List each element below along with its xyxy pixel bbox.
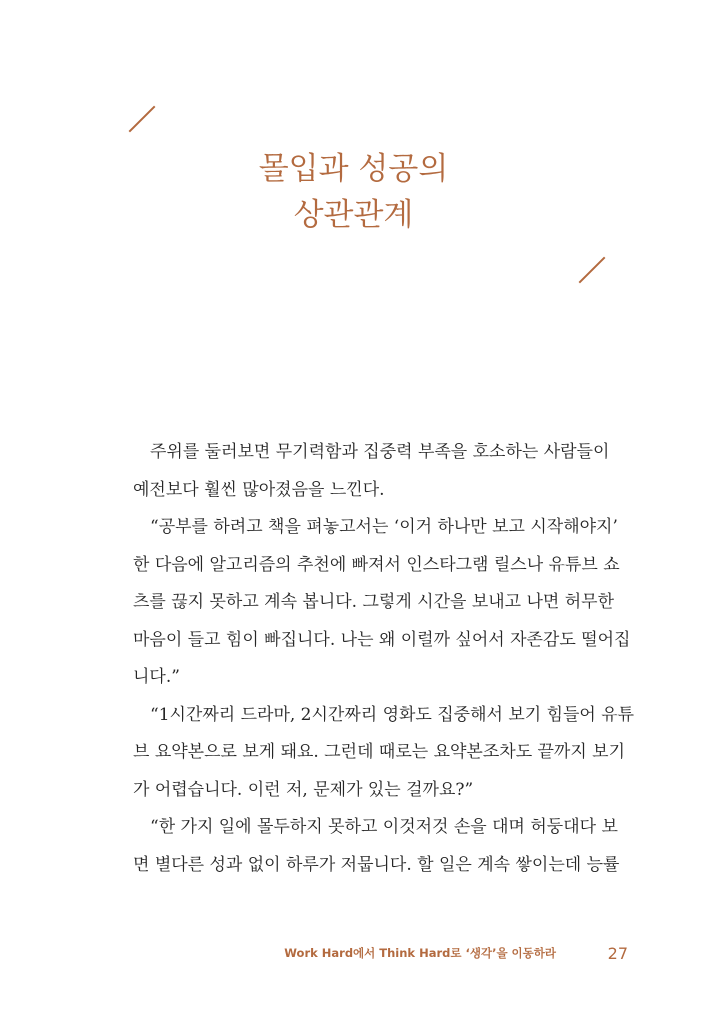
decorative-slash-bottom	[579, 257, 606, 284]
body-line-10: 가 어렵습니다. 이런 저, 문제가 있는 걸까요?”	[133, 779, 474, 800]
body-line-4: 한 다음에 알고리즘의 추천에 빠져서 인스타그램 릴스나 유튜브 쇼	[133, 554, 620, 575]
body-line-1: 주위를 둘러보면 무기력함과 집중력 부족을 호소하는 사람들이	[150, 442, 610, 462]
body-line-9: 브 요약본으로 보게 돼요. 그런데 때로는 요약본조차도 끝까지 보기	[133, 742, 626, 762]
body-line-12: 면 별다른 성과 없이 하루가 저뭅니다. 할 일은 계속 쌓이는데 능률	[133, 854, 620, 875]
chapter-title-line-1: 몰입과 성공의	[258, 151, 449, 187]
body-line-11: “한 가지 일에 몰두하지 못하고 이것저것 손을 대며 허둥대다 보	[150, 817, 618, 837]
chapter-title-line-2: 상관관계	[293, 197, 414, 233]
body-text	[133, 434, 635, 884]
chapter-title	[0, 146, 707, 238]
running-footer-book-title: Work Hard에서 Think Hard로 ‘생각’을 이동하라	[284, 946, 556, 960]
body-line-6: 마음이 들고 힘이 빠집니다. 나는 왜 이럴까 싶어서 자존감도 떨어집	[133, 629, 631, 650]
body-line-3: “공부를 하려고 책을 펴놓고서는 ‘이거 하나만 보고 시작해야지’	[150, 517, 618, 537]
page-number: 27	[607, 944, 628, 963]
decorative-slash-top	[129, 106, 156, 133]
body-line-5: 츠를 끊지 못하고 계속 봅니다. 그렇게 시간을 보내고 나면 허무한	[133, 592, 615, 612]
body-line-2: 예전보다 훨씬 많아졌음을 느낀다.	[133, 479, 385, 500]
body-line-8: “1시간짜리 드라마, 2시간짜리 영화도 집중해서 보기 힘들어 유튜	[150, 704, 635, 725]
body-line-7: 니다.”	[133, 667, 180, 687]
